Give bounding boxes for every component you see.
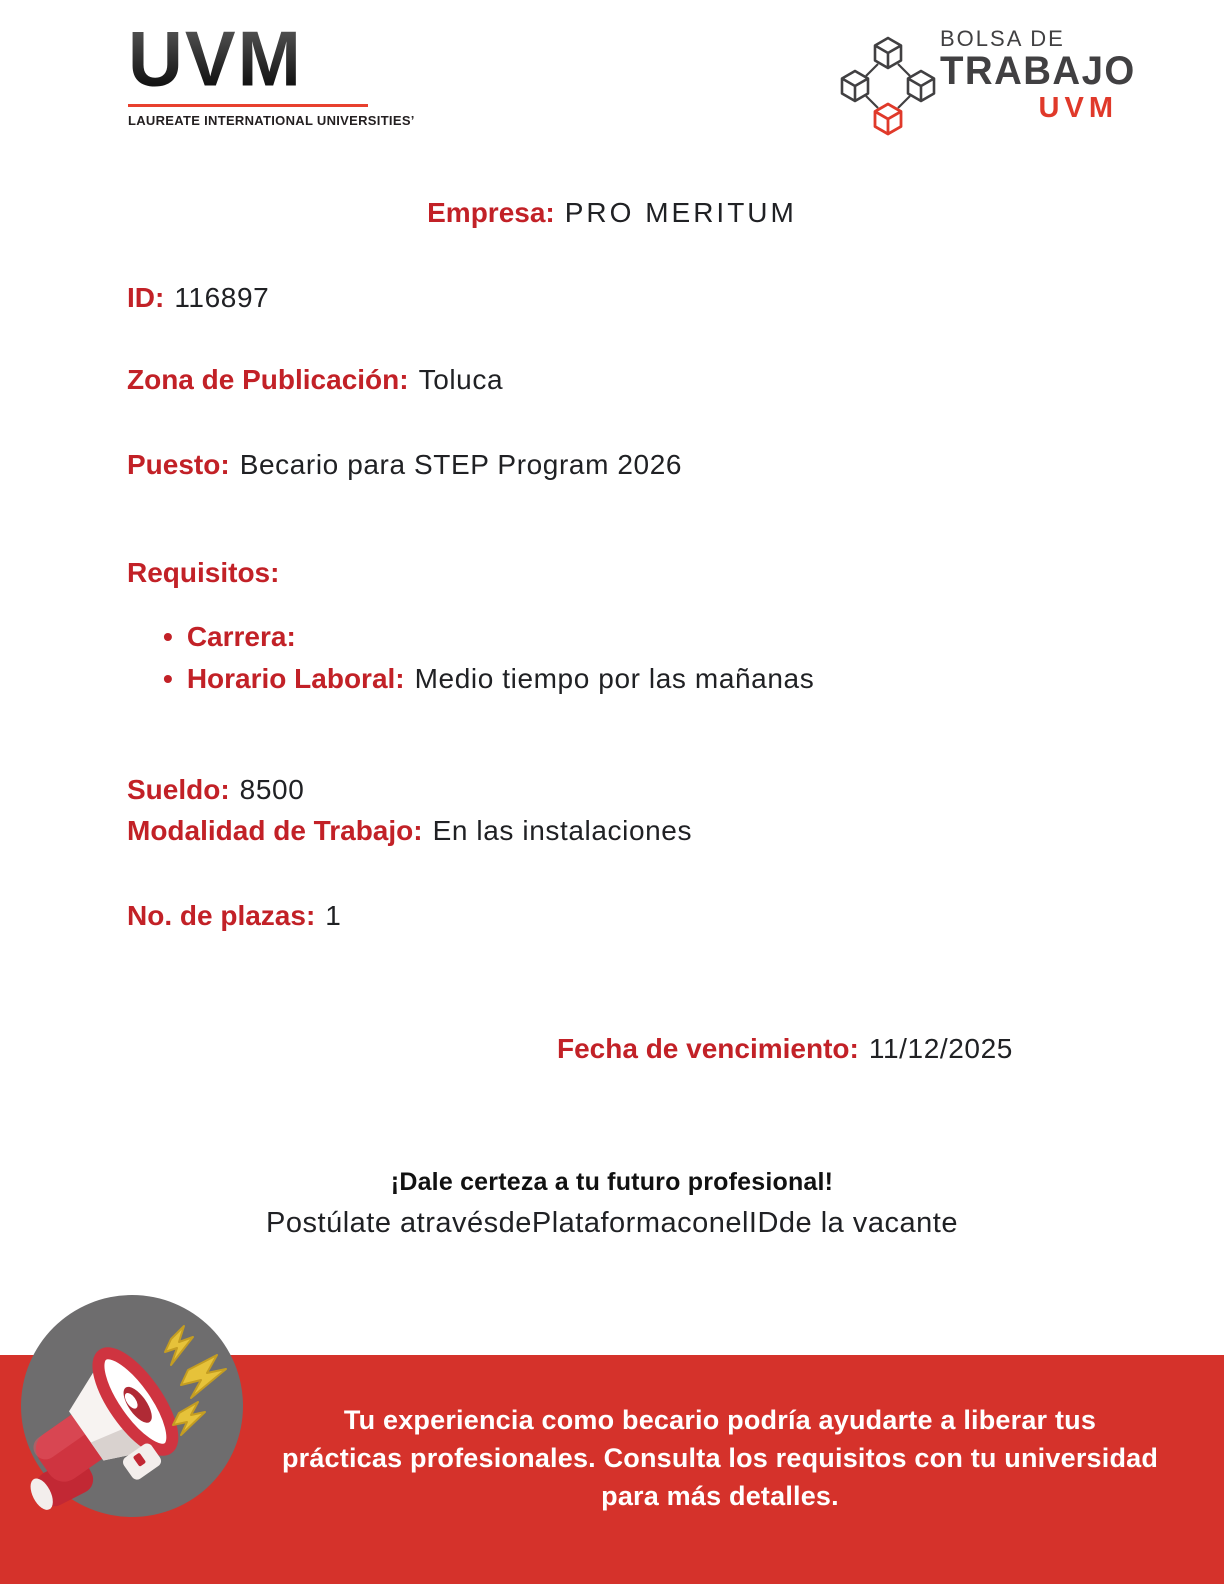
field-sueldo-value: 8500 [239, 774, 305, 805]
field-plazas-label: No. de plazas: [127, 900, 316, 931]
field-carrera-label: Carrera: [186, 621, 296, 652]
field-sueldo-label: Sueldo: [127, 774, 230, 805]
field-plazas [127, 899, 341, 933]
bullet-icon: • [163, 621, 173, 652]
field-sueldo [127, 773, 304, 807]
banner-text: Tu experiencia como becario podría ayudarte a liberar tus prácticas profesionales. Consulta los requisitos con tu universidad para más detalles. [281, 1405, 1159, 1511]
uvm-logo-tagline: LAUREATE INTERNATIONAL UNIVERSITIES’ [128, 113, 415, 128]
field-plazas-value: 1 [325, 900, 342, 931]
field-modalidad-value: En las instalaciones [432, 815, 693, 846]
cubes-network-icon [838, 32, 938, 143]
field-id [127, 281, 269, 315]
field-empresa-value: PRO MERITUM [564, 197, 797, 228]
field-vencimiento-label: Fecha de vencimiento: [557, 1033, 859, 1064]
field-horario-value: Medio tiempo por las mañanas [414, 663, 815, 694]
bullet-icon: • [163, 663, 173, 694]
field-empresa-label: Empresa: [427, 197, 555, 228]
bolsa-logo-uvm: UVM [1038, 92, 1118, 124]
field-zona [127, 363, 503, 397]
bolsa-logo-text [940, 26, 1136, 124]
field-vencimiento [557, 1032, 1013, 1066]
field-zona-label: Zona de Publicación: [127, 364, 409, 395]
uvm-logo [128, 16, 415, 128]
field-id-value: 116897 [174, 282, 270, 313]
field-id-label: ID: [127, 282, 165, 313]
list-item-horario [163, 663, 814, 695]
megaphone-badge [21, 1295, 243, 1517]
field-puesto [127, 448, 682, 482]
field-zona-value: Toluca [418, 364, 504, 395]
megaphone-icon [21, 1295, 243, 1517]
field-puesto-label: Puesto: [127, 449, 230, 480]
bolsa-logo-line2: TRABAJO [940, 49, 1136, 93]
bolsa-de-trabajo-logo [838, 26, 1136, 138]
field-modalidad-label: Modalidad de Trabajo: [127, 815, 423, 846]
field-vencimiento-value: 11/12/2025 [868, 1033, 1013, 1064]
field-horario-label: Horario Laboral: [186, 663, 405, 694]
footer-tagline: ¡Dale certeza a tu futuro profesional! [390, 1168, 834, 1196]
field-modalidad [127, 814, 692, 848]
field-requisitos-label: Requisitos: [127, 557, 280, 588]
list-item-carrera [163, 621, 306, 653]
field-requisitos-heading [127, 556, 289, 590]
bolsa-logo-line1: BOLSA DE [940, 26, 1065, 51]
uvm-logo-underline [128, 104, 368, 107]
footer-cta: Postúlate atravésdePlataformaconelIDde la vacante [266, 1207, 958, 1239]
field-puesto-value: Becario para STEP Program 2026 [239, 449, 683, 480]
field-empresa [0, 196, 1224, 230]
uvm-logo-wordmark: UVM [128, 16, 303, 103]
